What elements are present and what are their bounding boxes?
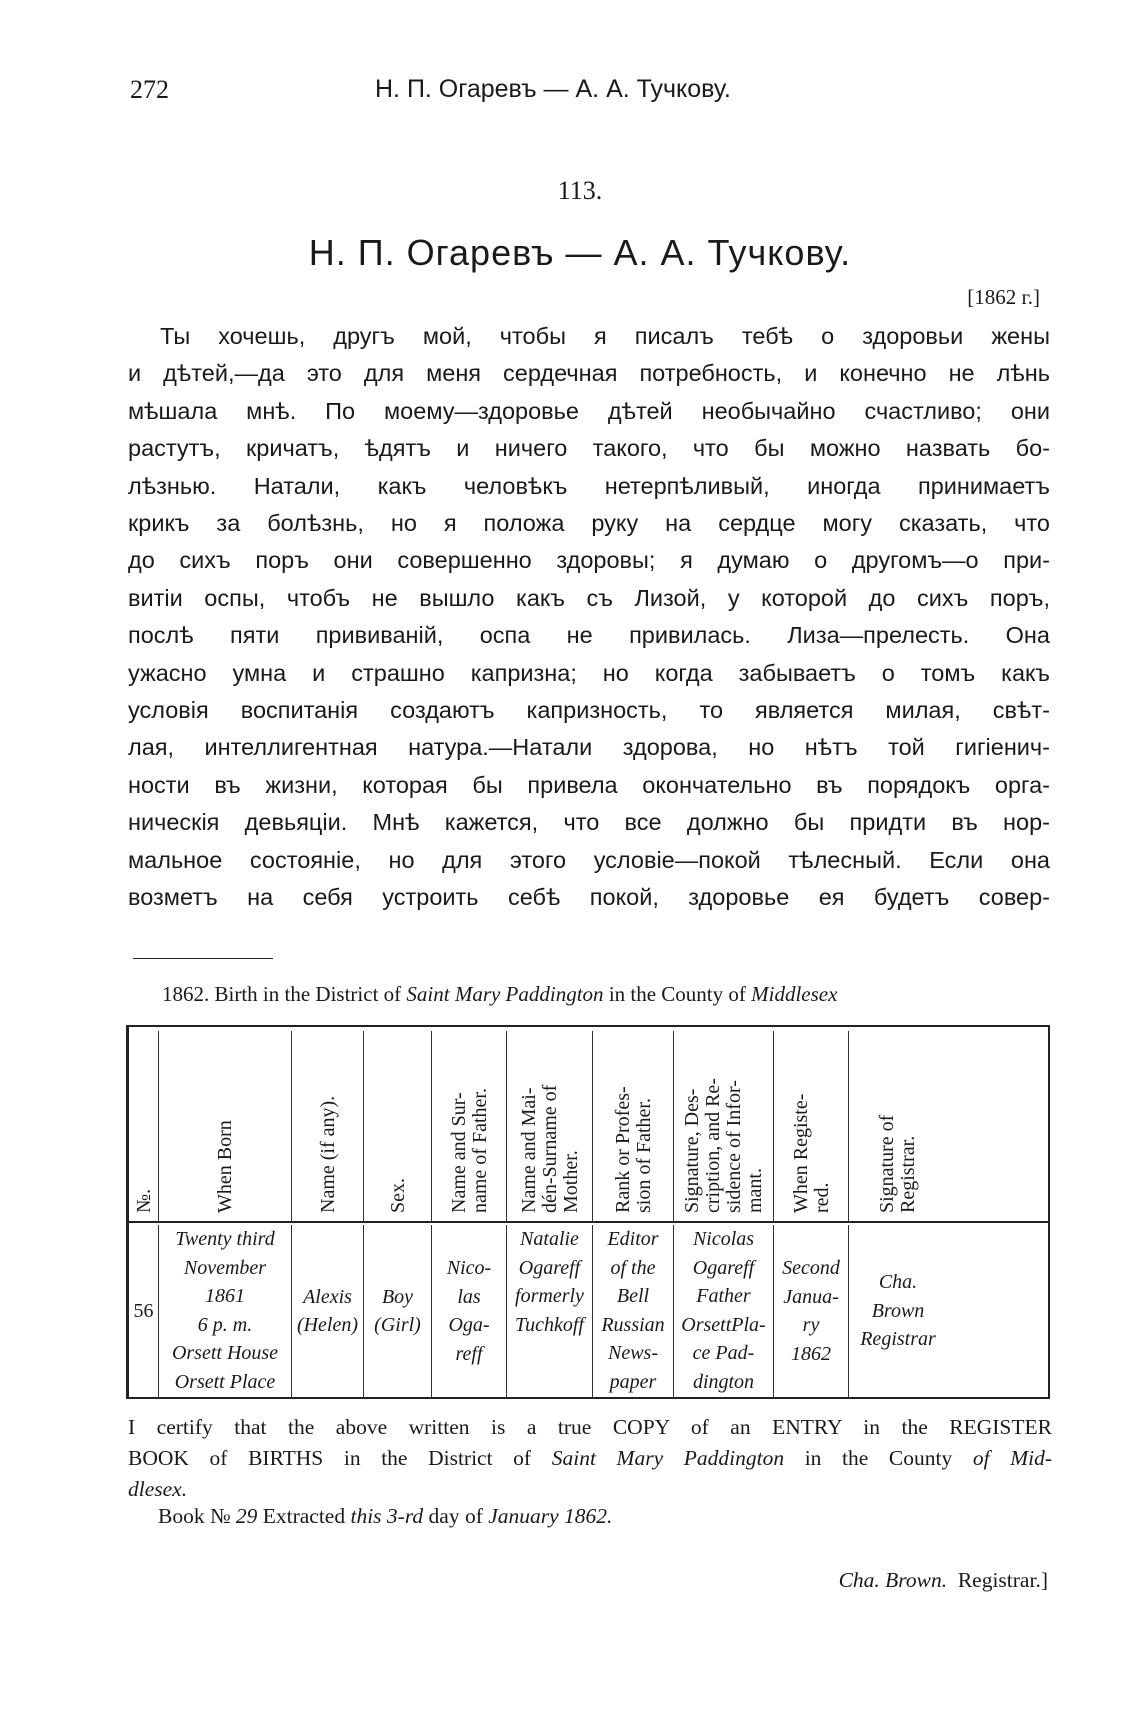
- cell-line: Brown: [871, 1299, 925, 1322]
- book-day: day of: [428, 1504, 483, 1528]
- cell-line: 56: [133, 1299, 154, 1322]
- letter-line: растутъ, кричатъ, ѣдятъ и ничего такого, что бы можно назвать бо-: [128, 435, 1050, 462]
- letter-heading: Н. П. Огаревъ — А. А. Тучкову.: [308, 232, 852, 273]
- table-header-row: [129, 1031, 1048, 1223]
- book-date: January 1862.: [488, 1504, 613, 1528]
- cell-line: Registrar: [860, 1328, 936, 1351]
- cell-line: ry: [802, 1314, 820, 1336]
- cell-line: Nicolas: [692, 1228, 755, 1250]
- table-cell: [292, 1225, 364, 1397]
- letter-body: [128, 318, 1050, 917]
- certification-line-2: [128, 1443, 1052, 1474]
- column-header-text: When Registe-: [789, 1093, 812, 1213]
- caption-prefix: 1862. Birth in the District of: [162, 982, 402, 1006]
- column-header-label: [877, 1115, 919, 1213]
- book-number: 29: [235, 1504, 258, 1528]
- column-header: [507, 1031, 593, 1221]
- column-header-text: sion of Father.: [632, 1098, 655, 1213]
- cell-line: ce Pad-: [692, 1342, 755, 1364]
- cell-line: Ogareff: [692, 1256, 755, 1279]
- table-cell: [364, 1225, 432, 1397]
- column-header-text: name of Father.: [468, 1088, 491, 1213]
- cell-line: formerly: [515, 1285, 584, 1307]
- letter-date: [1862 г.]: [967, 285, 1040, 309]
- certification-of: of: [972, 1446, 990, 1470]
- letter-line: лая, интеллигентная натура.—Натали здорова, но нѣтъ той гигіенич-: [128, 734, 1050, 761]
- column-header-text: mant.: [744, 1168, 766, 1213]
- book-prefix: Book №: [158, 1504, 231, 1528]
- certification-line-3: [128, 1474, 1052, 1505]
- column-header-label: [519, 1085, 582, 1213]
- letter-line: крикъ за болѣзнь, но я положа руку на сердце могу сказать, что: [128, 510, 1050, 537]
- cell-line: paper: [609, 1370, 657, 1393]
- cell-line: OrsettPla-: [681, 1313, 766, 1336]
- caption-mid: in the County of: [608, 982, 746, 1006]
- column-header: [129, 1031, 159, 1221]
- cell-line: (Helen): [296, 1314, 359, 1336]
- cell-line: 1862: [791, 1342, 831, 1365]
- column-header: [849, 1031, 947, 1221]
- cell-line: Cha.: [878, 1271, 918, 1294]
- table-cell: [674, 1225, 774, 1397]
- column-header: [159, 1031, 292, 1221]
- cell-line: News-: [608, 1342, 658, 1364]
- column-header-text: Name and Mai-: [517, 1087, 540, 1213]
- birth-register-table: [126, 1025, 1050, 1399]
- letter-line: Ты хочешь, другъ мой, чтобы я писалъ тебѣ о здоровьи жены: [160, 323, 1050, 349]
- letter-line: возметъ на себя устроить себѣ покой, здоровье ея будетъ совер-: [128, 884, 1050, 911]
- cell-line: Alexis: [303, 1285, 352, 1308]
- column-header-text: Registrar.: [897, 1135, 919, 1213]
- certification-county-end: dlesex.: [128, 1477, 188, 1501]
- column-header-label: [613, 1086, 655, 1213]
- letter-line: и дѣтей,—да это для меня сердечная потребность, и конечно не лѣнь: [128, 360, 1050, 387]
- certification-line-1: I certify that the above written is a true COPY of an ENTRY in the REGISTER: [128, 1415, 1052, 1439]
- letter-line: до сихъ поръ они совершенно здоровы; я думаю о другомъ—о при-: [128, 547, 1050, 574]
- registrar-title: Registrar.]: [957, 1568, 1048, 1592]
- cell-line: Ogareff: [518, 1256, 581, 1279]
- cell-line: 1861: [205, 1285, 245, 1307]
- cell-line: Boy: [381, 1285, 414, 1308]
- cell-line: Janua-: [783, 1285, 839, 1308]
- cell-line: Orsett Place: [174, 1370, 276, 1393]
- column-header-text: dén-Surname of: [538, 1084, 561, 1213]
- column-header-label: [791, 1094, 833, 1213]
- cell-line: Second: [782, 1257, 840, 1279]
- column-header-text: Rank or Profes-: [611, 1086, 634, 1213]
- registrar-signature: Cha. Brown.: [838, 1568, 948, 1592]
- cell-line: Russian: [601, 1313, 665, 1336]
- cell-line: November: [183, 1256, 267, 1279]
- letter-line: ужасно умна и страшно капризна; но когда забываетъ о томъ какъ: [128, 659, 1050, 686]
- cell-line: Orsett House: [171, 1342, 279, 1364]
- column-header-label: [682, 1078, 766, 1213]
- letter-line: мальное состояніе, но для этого условіе—покой тѣлесный. Если она: [128, 846, 1050, 873]
- cell-line: reff: [455, 1342, 483, 1365]
- cell-line: Father: [696, 1285, 751, 1307]
- cell-line: dington: [692, 1370, 755, 1393]
- column-header: [593, 1031, 674, 1221]
- certification-line-2-prefix: BOOK of BIRTHS in the District of: [128, 1446, 532, 1470]
- running-head: [130, 75, 1050, 115]
- cell-line: Nico-: [446, 1257, 492, 1279]
- caption-district: Saint Mary Paddington: [406, 982, 604, 1006]
- caption-county: Middlesex: [751, 982, 838, 1006]
- column-header-label: [318, 1096, 338, 1213]
- table-row: [129, 1225, 1048, 1397]
- column-header-label: [449, 1088, 491, 1213]
- letter-line: мѣшала мнѣ. По моему—здоровье дѣтей необычайно счастливо; они: [128, 397, 1050, 424]
- footnote-rule: [133, 958, 273, 959]
- table-cell: [159, 1225, 292, 1397]
- column-header-text: Signature, Des-: [681, 1088, 703, 1213]
- column-header-text: When Born: [214, 1120, 236, 1213]
- table-cell: [593, 1225, 674, 1397]
- column-header-text: Signature of: [876, 1114, 898, 1213]
- column-header: [292, 1031, 364, 1221]
- column-header-text: Sex.: [386, 1178, 409, 1213]
- letter-line: лѣзнью. Натали, какъ человѣкъ нетерпѣливый, иногда принимаетъ: [128, 472, 1050, 499]
- column-header-text: Mother.: [559, 1150, 582, 1213]
- column-header-text: Name and Sur-: [447, 1092, 470, 1213]
- column-header: [774, 1031, 849, 1221]
- column-header-label: [215, 1120, 235, 1213]
- certification: [128, 1412, 1052, 1505]
- letter-line: ности въ жизни, которая бы привела окончательно въ порядокъ орга-: [128, 771, 1050, 798]
- running-title: Н. П. Огаревъ — А. А. Тучкову.: [375, 75, 731, 103]
- certification-district: Saint Mary Paddington: [551, 1446, 785, 1470]
- table-cell: [432, 1225, 507, 1397]
- letter-line: послѣ пяти прививаній, оспа не привилась. Лиза—прелесть. Она: [128, 622, 1050, 649]
- cell-line: Twenty third: [175, 1228, 275, 1250]
- column-header-text: sidence of Infor-: [723, 1080, 745, 1213]
- column-header: [432, 1031, 507, 1221]
- cell-line: Tuchkoff: [515, 1313, 584, 1336]
- letter-line: условія воспитанія создаютъ капризность, то является милая, свѣт-: [128, 697, 1050, 724]
- column-header-text: cription, and Re-: [702, 1078, 724, 1213]
- document-caption: [162, 982, 1052, 1007]
- column-header-text: red.: [810, 1182, 833, 1213]
- book-extracted: Extracted: [262, 1504, 346, 1528]
- page-number: 272: [130, 75, 169, 104]
- cell-line: Editor: [607, 1228, 659, 1250]
- column-header-label: [134, 1189, 154, 1213]
- column-header: [364, 1031, 432, 1221]
- cell-line: Bell: [616, 1285, 650, 1307]
- table-cell: [849, 1225, 947, 1397]
- cell-line: 6 p. m.: [197, 1313, 253, 1336]
- cell-line: (Girl): [374, 1314, 421, 1336]
- column-header-text: Name (if any).: [316, 1095, 339, 1213]
- table-cell: [507, 1225, 593, 1397]
- cell-line: of the: [610, 1256, 656, 1279]
- signoff: [839, 1568, 1048, 1593]
- column-header-label: [388, 1178, 408, 1213]
- column-header-text: №.: [132, 1188, 155, 1213]
- cell-line: Natalie: [520, 1228, 579, 1250]
- certification-line-2-mid: in the County: [804, 1446, 953, 1470]
- letter-line: ническія девьяціи. Мнѣ кажется, что все должно бы придти въ нор-: [128, 809, 1050, 836]
- book-this: this 3-rd: [350, 1504, 424, 1528]
- book-line: [158, 1504, 612, 1529]
- letter-line: витіи оспы, чтобъ не вышло какъ съ Лизой, у которой до сихъ поръ,: [128, 584, 1050, 611]
- table-cell: [774, 1225, 849, 1397]
- certification-county-start: Mid-: [1010, 1446, 1053, 1470]
- cell-line: Oga-: [448, 1314, 490, 1336]
- letter-number: 113.: [557, 176, 603, 205]
- table-cell: [129, 1225, 159, 1397]
- cell-line: las: [457, 1285, 481, 1308]
- column-header: [674, 1031, 774, 1221]
